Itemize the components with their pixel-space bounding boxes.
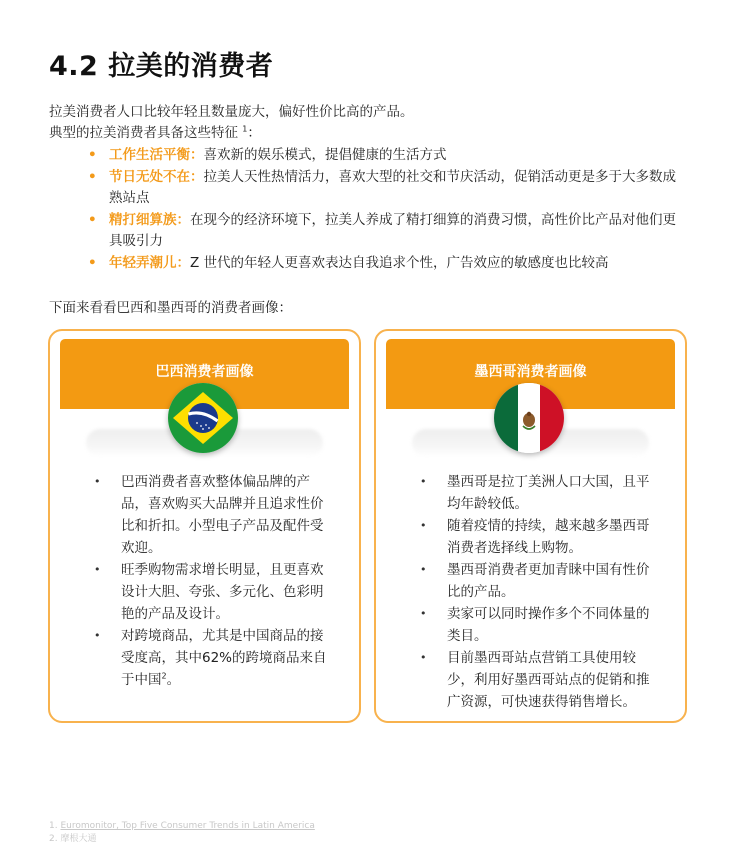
- footnote-1: [49, 820, 315, 833]
- bullet-icon: •: [88, 168, 97, 185]
- card-title: 墨西哥消费者画像: [474, 364, 587, 380]
- intro-text: [49, 102, 414, 144]
- brazil-consumer-card: [48, 329, 361, 723]
- trait-item: [88, 253, 688, 275]
- intro-line-2-end: ：: [247, 125, 261, 141]
- intro-line-1: 拉美消费者人口比较年轻且数量庞大，偏好性价比高的产品。: [49, 104, 414, 120]
- trait-key: 精打细算族：: [109, 211, 190, 228]
- footnote-ref-1: 1: [242, 124, 248, 134]
- list-item: • 随着疫情的持续，越来越多墨西哥消费者选择线上购物。: [420, 515, 660, 559]
- list-item-text: 对跨境商品，尤其是中国商品的接受度高，其中62%的跨境商品来自于中国: [121, 628, 327, 688]
- footnote-1-link[interactable]: Euromonitor, Top Five Consumer Trends in Latin America: [60, 821, 315, 831]
- list-item: • 旺季购物需求增长明显，且更喜欢设计大胆、夸张、多元化、色彩明艳的产品及设计。: [94, 559, 334, 625]
- trait-text: 喜欢新的娱乐模式，提倡健康的生活方式: [203, 147, 447, 163]
- brazil-flag-icon: [168, 383, 238, 453]
- trait-item: [88, 210, 688, 253]
- brazil-bullet-list: [94, 471, 334, 691]
- mexico-bullet-list: [420, 471, 660, 713]
- footnote-ref-2: 2: [161, 671, 167, 681]
- list-item: • 巴西消费者喜欢整体偏品牌的产品，喜欢购买大品牌并且追求性价比和折扣。小型电子产品及配件受欢迎。: [94, 471, 334, 559]
- bullet-icon: •: [88, 147, 97, 163]
- list-item: • 墨西哥是拉丁美洲人口大国，且平均年龄较低。: [420, 471, 660, 515]
- bullet-icon: •: [88, 254, 97, 271]
- bullet-icon: •: [88, 211, 97, 228]
- lead-text: 下面来看看巴西和墨西哥的消费者画像：: [49, 300, 292, 316]
- trait-text: 在现今的经济环境下，拉美人养成了精打细算的消费习惯，高性价比产品对他们更具吸引力: [109, 211, 676, 249]
- list-item-end: 。: [166, 672, 181, 688]
- card-title: 巴西消费者画像: [155, 364, 254, 380]
- trait-item: [88, 145, 688, 167]
- trait-list: [88, 145, 688, 274]
- trait-key: 年轻弄潮儿：: [109, 254, 190, 271]
- section-title: 4.2 拉美的消费者: [49, 51, 274, 82]
- list-item: [94, 625, 334, 691]
- footnotes: [49, 820, 315, 846]
- intro-line-2-text: 典型的拉美消费者具备这些特征: [49, 125, 238, 141]
- list-item: • 墨西哥消费者更加青睐中国有性价比的产品。: [420, 559, 660, 603]
- trait-item: [88, 167, 688, 210]
- trait-key: 工作生活平衡：: [109, 147, 204, 163]
- trait-text: 拉美人天性热情活力，喜欢大型的社交和节庆活动，促销活动更是多于大多数成熟站点: [109, 168, 676, 206]
- intro-line-2: [49, 123, 414, 144]
- mexico-consumer-card: [374, 329, 687, 723]
- trait-key: 节日无处不在：: [109, 168, 204, 185]
- mexico-flag-icon: [494, 383, 564, 453]
- list-item: • 卖家可以同时操作多个不同体量的类目。: [420, 603, 660, 647]
- footnote-2: 2. 摩根大通: [49, 834, 97, 844]
- list-item: • 目前墨西哥站点营销工具使用较少，利用好墨西哥站点的促销和推广资源，可快速获得销售增长。: [420, 647, 660, 713]
- trait-text: Z 世代的年轻人更喜欢表达自我追求个性，广告效应的敏感度也比较高: [190, 254, 609, 271]
- footnote-1-num: 1.: [49, 821, 61, 831]
